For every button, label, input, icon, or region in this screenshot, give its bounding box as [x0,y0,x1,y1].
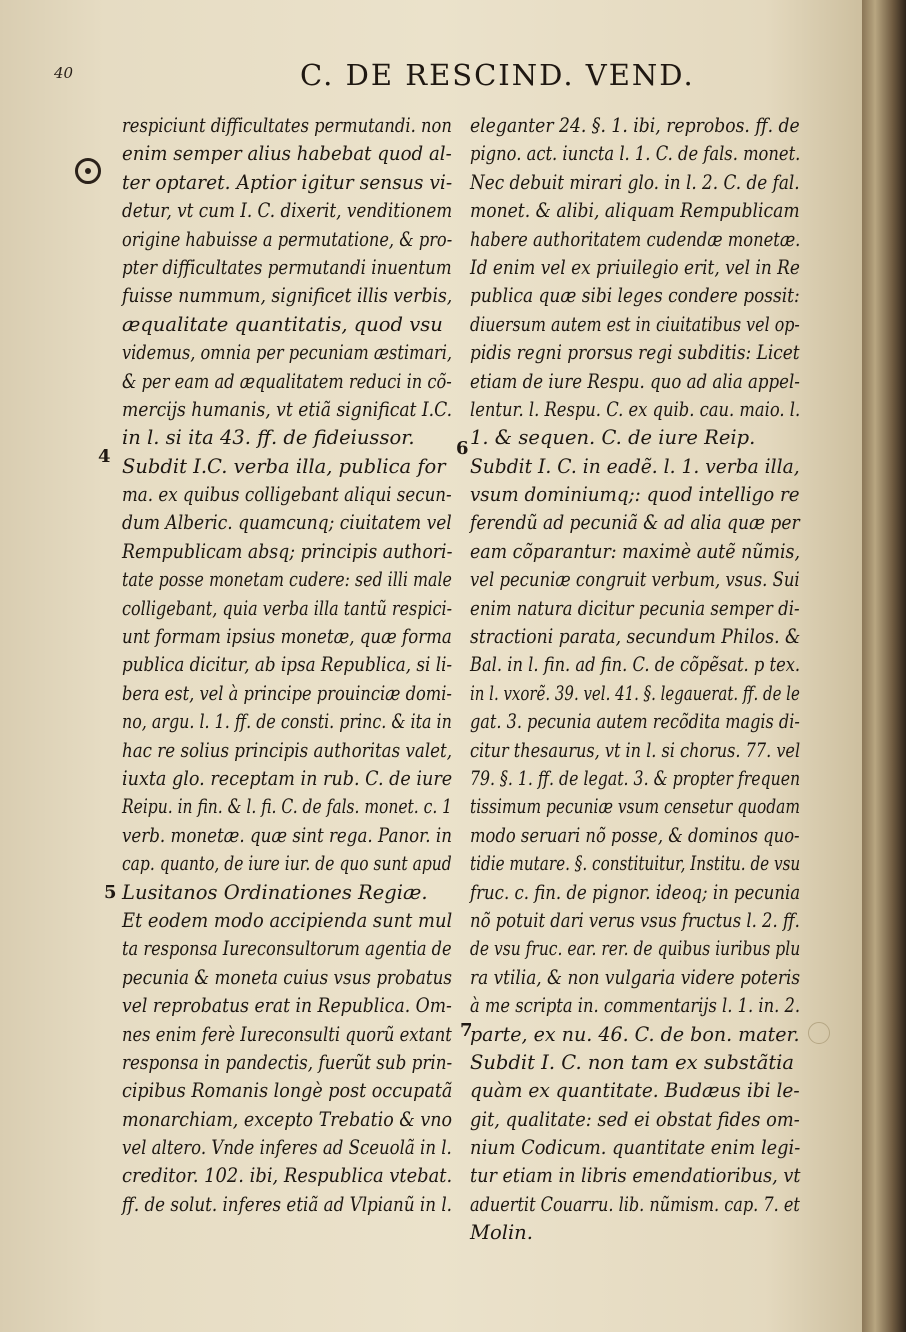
right-column-line: lentur. l. Respu. C. ex quib. cau. maio. l. [470,397,801,421]
right-column-line: pigno. act. iuncta l. 1. C. de fals. monet. [470,142,801,166]
left-column-line: Subdit I.C. verba illa, publica for [122,454,446,478]
left-column-line: vel altero. Vnde inferes ad Sceuolã in l. [122,1136,452,1160]
right-column-line: parte, ex nu. 46. C. de bon. mater. [470,1022,800,1046]
left-column-line: pecunia & moneta cuius vsus probatus [122,965,452,989]
left-column-line: ff. de solut. inferes etiã ad Vlpianũ in l. [122,1192,452,1216]
left-column-line: origine habuisse a permutatione, & pro- [122,227,453,251]
left-column-line: colligebant, quia verba illa tantũ respici- [122,596,453,620]
right-column-line: fruc. c. fin. de pignor. ideoq; in pecunia [470,880,801,904]
right-column-line: Subdit I. C. in eadẽ. l. 1. verba illa, [470,454,800,478]
right-column-line: tissimum pecuniæ vsum censetur quodam [470,795,801,819]
right-column-line: stractioni parata, secundum Philos. & [470,625,801,649]
left-column-line: videmus, omnia per pecuniam æstimari, [122,341,453,365]
margin-circle-icon [75,158,101,184]
right-column-line: Bal. in l. fin. ad fin. C. de cõpẽsat. p tex. [470,653,801,677]
left-column-line: cap. quanto, de iure iur. de quo sunt apud [122,852,452,876]
right-column-line: citur thesaurus, vt in l. si chorus. 77. vel [470,738,801,762]
left-column-line: tate posse monetam cudere: sed illi male [122,568,452,592]
bleed-through-circle-icon [808,1022,830,1044]
right-column-line: habere authoritatem cudendæ monetæ. [470,227,801,251]
left-column-line: in l. si ita 43. ff. de fideiussor. [122,426,415,450]
running-head: C. DE RESCIND. VEND. [300,58,695,92]
left-column-line: hac re solius principis authoritas valet, [122,738,453,762]
left-column-line: dum Alberic. quamcunq; ciuitatem vel [122,511,452,535]
margin-number-7: 7 [460,1020,473,1041]
adjacent-page-edge [862,0,906,1332]
right-column-line: Nec debuit mirari glo. in l. 2. C. de fal. [470,170,800,194]
right-column-line: tur etiam in libris emendatioribus, vt [470,1164,801,1188]
right-column-line: diuersum autem est in ciuitatibus vel op- [470,312,800,336]
left-column-line: æqualitate quantitatis, quod vsu [122,312,443,336]
right-column-line: à me scripta in. commentarijs l. 1. in. 2. [470,994,801,1018]
left-column-line: ma. ex quibus colligebant aliqui secun- [122,483,452,507]
right-text-column [470,112,800,1248]
left-column-line: pter difficultates permutandi inuentum [122,255,452,279]
left-column-line: cipibus Romanis longè post occupatã [122,1079,453,1103]
right-column-line: ra vtilia, & non vulgaria videre poteris [470,965,801,989]
left-column-line: no, argu. l. 1. ff. de consti. princ. & ita in [122,710,452,734]
right-column-line: etiam de iure Respu. quo ad alia appel- [470,369,800,393]
right-column-line: 79. §. 1. ff. de legat. 3. & propter frequen [470,766,801,790]
right-column-line: monet. & alibi, aliquam Rempublicam [470,199,800,223]
left-column-line: respiciunt difficultates permutandi. non [122,114,452,137]
left-column-line: vel reprobatus erat in Republica. Om- [122,994,452,1018]
right-column-line: de vsu fruc. ear. rer. de quibus iuribus plu [470,937,801,961]
right-column-line: ferendũ ad pecuniã & ad alia quæ per [470,511,800,535]
left-column-line: publica dicitur, ab ipsa Republica, si li- [122,653,453,677]
right-column-line: vsum dominiumq;: quod intelligo re [470,483,800,507]
right-column-line: eam cõparantur: maximè autẽ nũmis, [470,539,801,563]
left-column-line: monarchiam, excepto Trebatio & vno [122,1107,453,1131]
left-column-line: mercijs humanis, vt etiã significat I.C. [122,397,453,421]
right-column-line: in l. vxorẽ. 39. vel. 41. §. legauerat. ff. de le [470,681,800,705]
right-column-line: enim natura dicitur pecunia semper di- [470,596,800,620]
left-column-line: nes enim ferè Iureconsulti quorũ extant [122,1022,452,1046]
right-column-line: gat. 3. pecunia autem recõdita magis di- [470,710,800,734]
left-column-line: & per eam ad æqualitatem reduci in cõ- [122,369,452,393]
left-column-line: Reipu. in fin. & l. fi. C. de fals. monet. c. 1 [122,795,453,819]
left-column-line: creditor. 102. ibi, Respublica vtebat. [122,1164,453,1188]
margin-number-4: 4 [98,446,111,467]
right-column-line: vel pecuniæ congruit verbum, vsus. Sui [470,568,800,592]
right-column-line: git, qualitate: sed ei obstat fides om- [470,1107,800,1131]
page-number: 40 [54,64,74,82]
left-column-line: iuxta glo. receptam in rub. C. de iure [122,766,453,790]
right-column-line: eleganter 24. §. 1. ibi, reprobos. ff. de [470,114,800,137]
left-column-line: unt formam ipsius monetæ, quæ forma [122,625,452,649]
margin-number-5: 5 [104,882,117,903]
left-column-line: fuisse nummum, significet illis verbis, [122,284,453,308]
right-column-line: aduertit Couarru. lib. nũmism. cap. 7. et [470,1192,800,1216]
left-text-column [122,112,452,1219]
right-column-line: Molin. [470,1221,533,1245]
right-column-line: nõ potuit dari verus vsus fructus l. 2. ff. [470,908,800,932]
left-column-line: Et eodem modo accipienda sunt mul [122,908,453,932]
left-column-line: detur, vt cum I. C. dixerit, venditionem [122,199,453,223]
left-column-line: Lusitanos Ordinationes Regiæ. [122,880,428,904]
left-column-line: responsa in pandectis, fuerũt sub prin- [122,1050,453,1074]
right-column-line: tidie mutare. §. constituitur, Institu. de vsu [470,852,801,876]
left-column-line: enim semper alius habebat quod al- [122,142,452,166]
right-column-line: modo seruari nõ posse, & dominos quo- [470,823,800,847]
left-column-line: ta responsa Iureconsultorum agentia de [122,937,452,961]
right-column-line: pidis regni prorsus regi subditis: Licet [470,341,800,365]
right-column-line: Subdit I. C. non tam ex substãtia [470,1050,795,1074]
left-column-line: ter optaret. Aptior igitur sensus vi- [122,170,453,194]
left-column-line: verb. monetæ. quæ sint rega. Panor. in [122,823,452,847]
left-column-line: bera est, vel à principe prouinciæ domi- [122,681,452,705]
right-column-line: 1. & sequen. C. de iure Reip. [470,426,756,450]
right-column-line: Id enim vel ex priuilegio erit, vel in Re [470,255,800,279]
right-column-line: quàm ex quantitate. Budæus ibi le- [470,1079,800,1103]
right-column-line: nium Codicum. quantitate enim legi- [470,1136,801,1160]
left-column-line: Rempublicam absq; principis authori- [122,539,453,563]
right-column-line: publica quæ sibi leges condere possit: [470,284,800,308]
margin-number-6: 6 [456,438,469,459]
